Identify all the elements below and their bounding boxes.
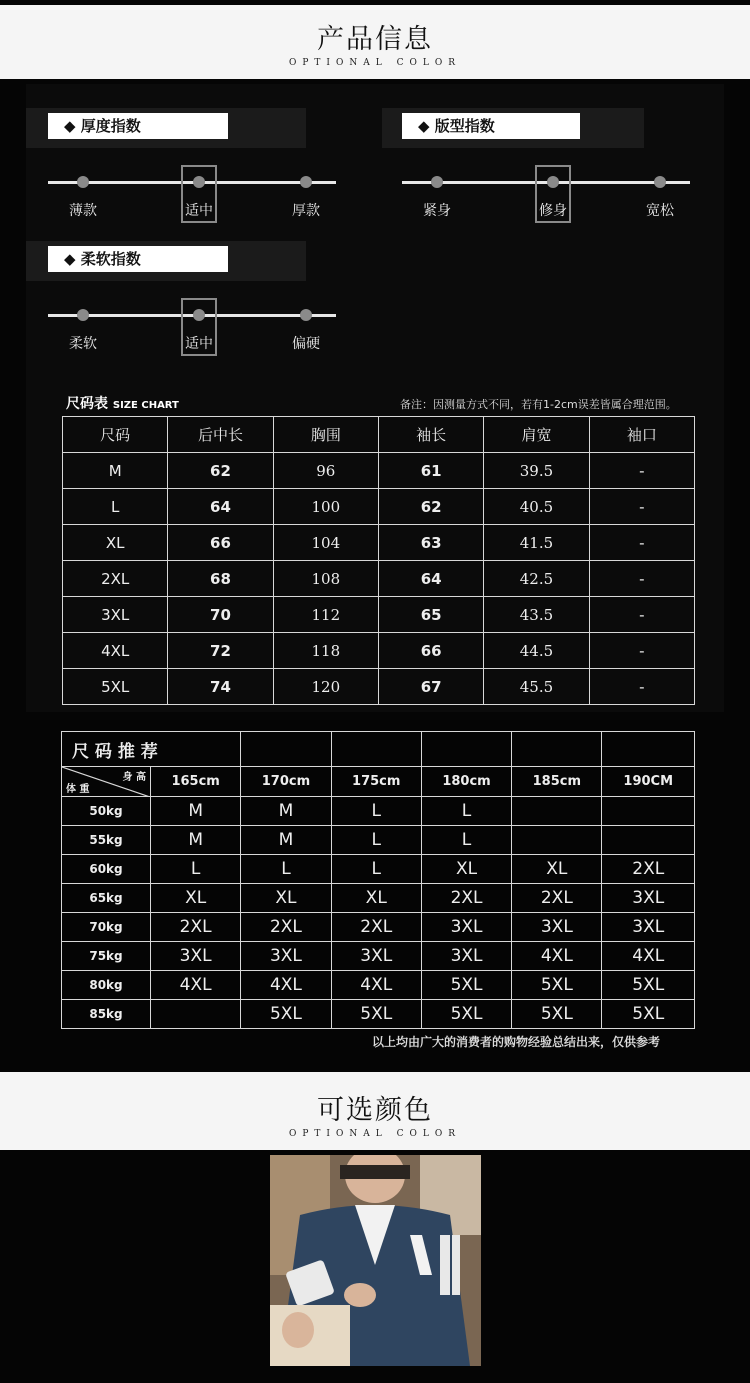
empty-cell (602, 732, 695, 767)
thickness-option-thin: 薄款 (69, 203, 97, 219)
cell: L (63, 489, 168, 525)
softness-dot-3 (300, 309, 312, 321)
product-photo (270, 1155, 481, 1366)
cell (151, 1000, 241, 1029)
table-row (63, 453, 695, 489)
empty-cell (421, 732, 511, 767)
denim-jacket-illustration (270, 1155, 481, 1366)
thickness-dot-3 (300, 176, 312, 188)
fit-index-title: ◆ 版型指数 (402, 113, 580, 139)
weight-cell: 85kg (62, 1000, 151, 1029)
cell: 108 (273, 561, 378, 597)
cell: XL (421, 855, 511, 884)
table-row (62, 942, 695, 971)
cell: 72 (168, 633, 273, 669)
header-cell: 袖口 (589, 417, 694, 453)
table-row (63, 669, 695, 705)
table-row (62, 971, 695, 1000)
cell: 5XL (331, 1000, 421, 1029)
cell: - (589, 489, 694, 525)
thickness-index-title: ◆ 厚度指数 (48, 113, 228, 139)
section-subtitle: OPTIONAL COLOR (289, 58, 461, 68)
section-title: 可选颜色 (317, 1095, 433, 1126)
cell: 74 (168, 669, 273, 705)
cell: - (589, 561, 694, 597)
fit-option-slim: 修身 (539, 203, 567, 219)
cell: 61 (378, 453, 483, 489)
recommend-header-row (62, 767, 695, 797)
cell: 104 (273, 525, 378, 561)
softness-option-medium: 适中 (185, 336, 213, 352)
softness-index-title: ◆ 柔软指数 (48, 246, 228, 272)
cell: 5XL (63, 669, 168, 705)
recommend-title: 尺 码 推 荐 (62, 732, 241, 767)
cell: 96 (273, 453, 378, 489)
cell: 3XL (241, 942, 331, 971)
softness-dot-1 (77, 309, 89, 321)
size-recommend-table (61, 731, 695, 1029)
header-cell: 尺码 (63, 417, 168, 453)
cell: 42.5 (484, 561, 589, 597)
cell (512, 797, 602, 826)
header-cell: 肩宽 (484, 417, 589, 453)
table-row (63, 597, 695, 633)
cell: 4XL (63, 633, 168, 669)
cell: L (331, 826, 421, 855)
cell: XL (151, 884, 241, 913)
cell: 5XL (241, 1000, 331, 1029)
corner-weight-label: 体 重 (66, 784, 90, 795)
cell: 4XL (512, 942, 602, 971)
cell (602, 797, 695, 826)
size-chart-table (62, 416, 695, 705)
cell: 3XL (151, 942, 241, 971)
cell: 2XL (602, 855, 695, 884)
cell: 4XL (331, 971, 421, 1000)
weight-cell: 65kg (62, 884, 151, 913)
cell: L (331, 797, 421, 826)
cell: L (151, 855, 241, 884)
header-cell: 后中长 (168, 417, 273, 453)
cell: - (589, 597, 694, 633)
corner-height-label: 身 高 (122, 772, 146, 783)
cell: L (421, 826, 511, 855)
empty-cell (512, 732, 602, 767)
thickness-option-medium: 适中 (185, 203, 213, 219)
cell: 5XL (512, 1000, 602, 1029)
section-title: 产品信息 (317, 24, 433, 55)
cell: 70 (168, 597, 273, 633)
cell: L (241, 855, 331, 884)
cell: 4XL (602, 942, 695, 971)
header-cell: 袖长 (378, 417, 483, 453)
height-header: 175cm (331, 767, 421, 797)
product-info-header (0, 5, 750, 79)
thickness-option-thick: 厚款 (292, 203, 320, 219)
table-row (62, 826, 695, 855)
height-header: 180cm (421, 767, 511, 797)
cell: 64 (378, 561, 483, 597)
cell: - (589, 669, 694, 705)
cell: 3XL (63, 597, 168, 633)
corner-cell (62, 767, 151, 797)
recommend-title-row (62, 732, 695, 767)
cell: - (589, 453, 694, 489)
cell: 2XL (151, 913, 241, 942)
cell: 40.5 (484, 489, 589, 525)
table-row (62, 884, 695, 913)
recommend-footnote: 以上均由广大的消费者的购物经验总结出来，仅供参考 (372, 1035, 661, 1049)
cell: 2XL (63, 561, 168, 597)
cell: XL (63, 525, 168, 561)
cell: 63 (378, 525, 483, 561)
cell: 3XL (602, 913, 695, 942)
cell: L (421, 797, 511, 826)
cell: 4XL (151, 971, 241, 1000)
weight-cell: 55kg (62, 826, 151, 855)
height-header: 170cm (241, 767, 331, 797)
weight-cell: 80kg (62, 971, 151, 1000)
softness-option-hard: 偏硬 (292, 336, 320, 352)
softness-option-soft: 柔软 (69, 336, 97, 352)
cell: XL (331, 884, 421, 913)
thickness-dot-1 (77, 176, 89, 188)
cell: M (241, 826, 331, 855)
cell: 43.5 (484, 597, 589, 633)
weight-cell: 50kg (62, 797, 151, 826)
cell: M (151, 826, 241, 855)
cell: 45.5 (484, 669, 589, 705)
table-row (62, 797, 695, 826)
cell: 66 (378, 633, 483, 669)
cell: 5XL (421, 971, 511, 1000)
cell: - (589, 633, 694, 669)
cell: 67 (378, 669, 483, 705)
color-section-header (0, 1072, 750, 1150)
cell: 39.5 (484, 453, 589, 489)
cell: 5XL (512, 971, 602, 1000)
fit-option-tight: 紧身 (423, 203, 451, 219)
cell: 5XL (602, 971, 695, 1000)
cell: 5XL (421, 1000, 511, 1029)
cell (602, 826, 695, 855)
cell: M (63, 453, 168, 489)
cell: 2XL (512, 884, 602, 913)
cell: 118 (273, 633, 378, 669)
table-row (62, 855, 695, 884)
cell: M (151, 797, 241, 826)
cell: 41.5 (484, 525, 589, 561)
cell: 4XL (241, 971, 331, 1000)
cell: 3XL (512, 913, 602, 942)
height-header: 190CM (602, 767, 695, 797)
size-chart-title: 尺码表 SIZE CHART (66, 396, 179, 412)
height-header: 165cm (151, 767, 241, 797)
section-subtitle: OPTIONAL COLOR (289, 1129, 461, 1139)
cell (512, 826, 602, 855)
cell: XL (241, 884, 331, 913)
cell: 44.5 (484, 633, 589, 669)
cell: 62 (378, 489, 483, 525)
cell: 64 (168, 489, 273, 525)
fit-option-loose: 宽松 (646, 203, 674, 219)
cell: - (589, 525, 694, 561)
cell: 3XL (331, 942, 421, 971)
cell: 2XL (241, 913, 331, 942)
table-row (63, 489, 695, 525)
cell: 2XL (331, 913, 421, 942)
weight-cell: 60kg (62, 855, 151, 884)
header-cell: 胸围 (273, 417, 378, 453)
cell: 3XL (421, 942, 511, 971)
weight-cell: 70kg (62, 913, 151, 942)
table-row (63, 561, 695, 597)
weight-cell: 75kg (62, 942, 151, 971)
cell: 2XL (421, 884, 511, 913)
height-header: 185cm (512, 767, 602, 797)
fit-dot-1 (431, 176, 443, 188)
table-row (63, 633, 695, 669)
fit-dot-3 (654, 176, 666, 188)
cell: 66 (168, 525, 273, 561)
cell: 62 (168, 453, 273, 489)
cell: 3XL (602, 884, 695, 913)
table-row (63, 525, 695, 561)
cell: M (241, 797, 331, 826)
cell: 112 (273, 597, 378, 633)
cell: XL (512, 855, 602, 884)
empty-cell (331, 732, 421, 767)
cell: 5XL (602, 1000, 695, 1029)
size-chart-note: 备注：因测量方式不同，若有1-2cm误差皆属合理范围。 (400, 398, 677, 411)
table-row (62, 913, 695, 942)
empty-cell (241, 732, 331, 767)
cell: 100 (273, 489, 378, 525)
table-row (62, 1000, 695, 1029)
cell: 3XL (421, 913, 511, 942)
size-chart-header-row (63, 417, 695, 453)
cell: 120 (273, 669, 378, 705)
cell: 65 (378, 597, 483, 633)
cell: L (331, 855, 421, 884)
cell: 68 (168, 561, 273, 597)
